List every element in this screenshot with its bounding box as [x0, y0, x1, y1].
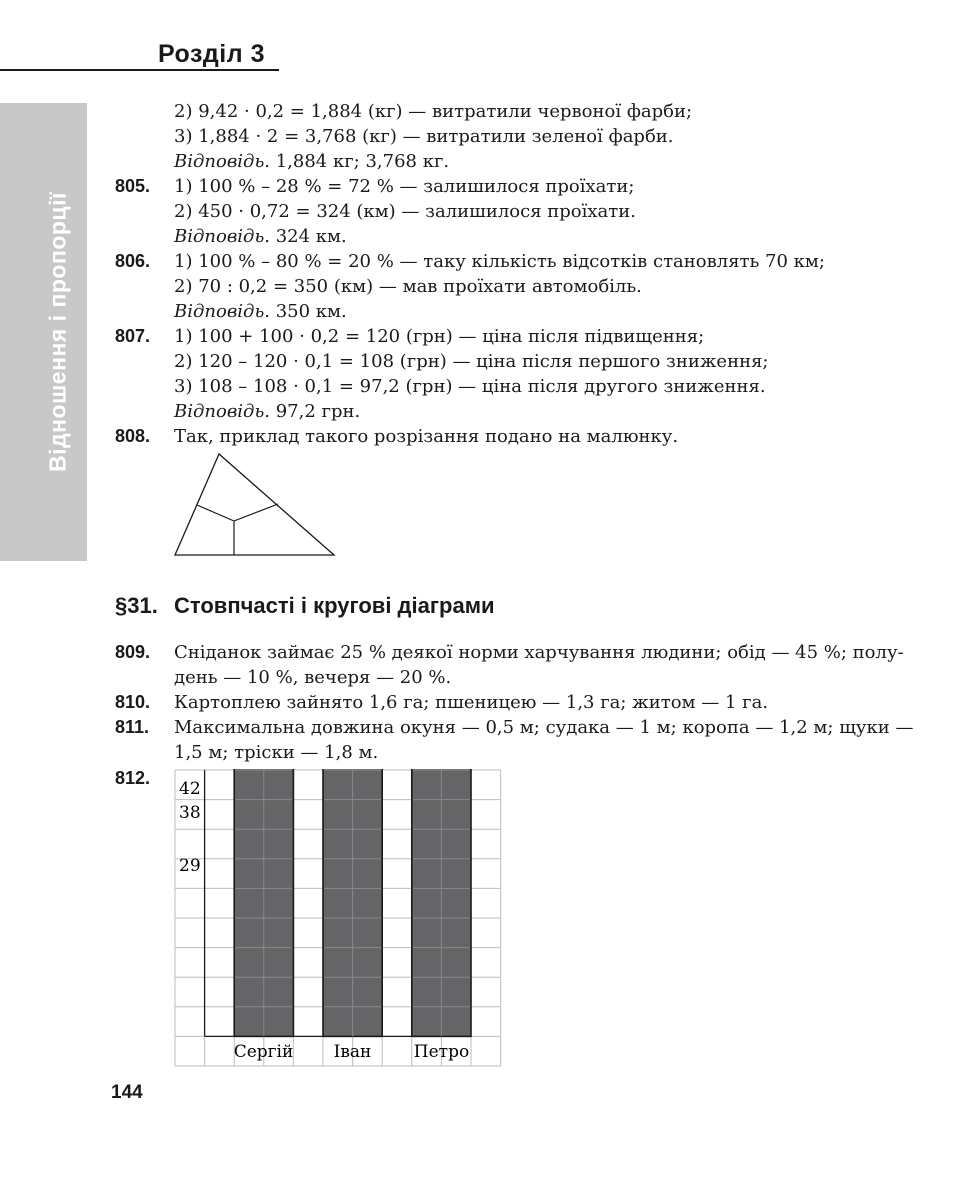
solution-line: 1) 100 + 100 · 0,2 = 120 (грн) — ціна після підвищення; [174, 326, 705, 347]
answer-label: Відповідь. [174, 151, 270, 172]
answer-line [174, 149, 449, 174]
exercise-number: 809. [115, 642, 151, 662]
exercise-number: 805. [115, 176, 151, 196]
x-tick-label: Іван [333, 1042, 372, 1062]
solution-line: 1) 100 % – 80 % = 20 % — таку кількість відсотків становлять 70 км; [174, 251, 825, 272]
solution-line: 3) 1,884 · 2 = 3,768 (кг) — витратили зеленої фарби. [174, 126, 674, 147]
solution-line: 2) 120 – 120 · 0,1 = 108 (грн) — ціна після першого зниження; [174, 351, 769, 372]
answer-line [174, 399, 360, 424]
bar-chart [174, 769, 504, 1069]
solution-line: 1,5 м; тріски — 1,8 м. [174, 742, 379, 763]
chapter-title: Розділ 3 [158, 40, 265, 68]
exercise-number: 812. [115, 768, 151, 788]
y-tick-label: 29 [179, 856, 201, 876]
solution-line: Картоплею зайнято 1,6 га; пшеницею — 1,3 га; житом — 1 га. [174, 692, 769, 713]
exercise-number: 807. [115, 326, 151, 346]
x-tick-label: Петро [413, 1042, 470, 1062]
answer-value: 97,2 грн. [270, 401, 361, 422]
exercise-number: 808. [115, 426, 151, 446]
exercise-number: 811. [115, 717, 150, 737]
solution-line: Сніданок займає 25 % деякої норми харчування людини; обід — 45 %; полу- [174, 642, 904, 663]
page-number: 144 [111, 1082, 143, 1103]
answer-label: Відповідь. [174, 401, 270, 422]
exercise-number: 810. [115, 692, 151, 712]
answer-value: 324 км. [270, 226, 347, 247]
section-heading [115, 593, 495, 619]
y-tick-label: 42 [179, 779, 201, 799]
cut-line [234, 504, 278, 521]
solution-line: 1) 100 % – 28 % = 72 % — залишилося проїхати; [174, 176, 635, 197]
answer-line [174, 299, 347, 324]
side-tab-label: Відношення і пропорції [44, 192, 71, 472]
solution-line: 2) 9,42 · 0,2 = 1,884 (кг) — витратили червоної фарби; [174, 101, 693, 122]
answer-label: Відповідь. [174, 226, 270, 247]
answer-label: Відповідь. [174, 301, 270, 322]
solution-line: день — 10 %, вечеря — 20 %. [174, 667, 452, 688]
solution-line: 2) 450 · 0,72 = 324 (км) — залишилося проїхати. [174, 201, 636, 222]
side-tab [0, 103, 87, 561]
cut-line [197, 505, 234, 521]
y-tick-label: 38 [179, 803, 201, 823]
triangle-figure [172, 452, 338, 558]
solution-line: 3) 108 – 108 · 0,1 = 97,2 (грн) — ціна після другого зниження. [174, 376, 766, 397]
solution-line: Максимальна довжина окуня — 0,5 м; судака — 1 м; коропа — 1,2 м; щуки — [174, 717, 914, 738]
solution-line: Так, приклад такого розрізання подано на малюнку. [174, 426, 679, 447]
exercise-number: 806. [115, 251, 151, 271]
answer-value: 1,884 кг; 3,768 кг. [270, 151, 450, 172]
section-title: Стовпчасті і кругові діаграми [174, 593, 495, 618]
section-number: §31. [115, 593, 158, 618]
header-rule [0, 69, 279, 71]
chart-bars [234, 769, 471, 1036]
answer-line [174, 224, 347, 249]
x-tick-label: Сергій [233, 1042, 294, 1062]
solution-line: 2) 70 : 0,2 = 350 (км) — мав проїхати автомобіль. [174, 276, 642, 297]
triangle-outline [175, 454, 334, 555]
answer-value: 350 км. [270, 301, 347, 322]
